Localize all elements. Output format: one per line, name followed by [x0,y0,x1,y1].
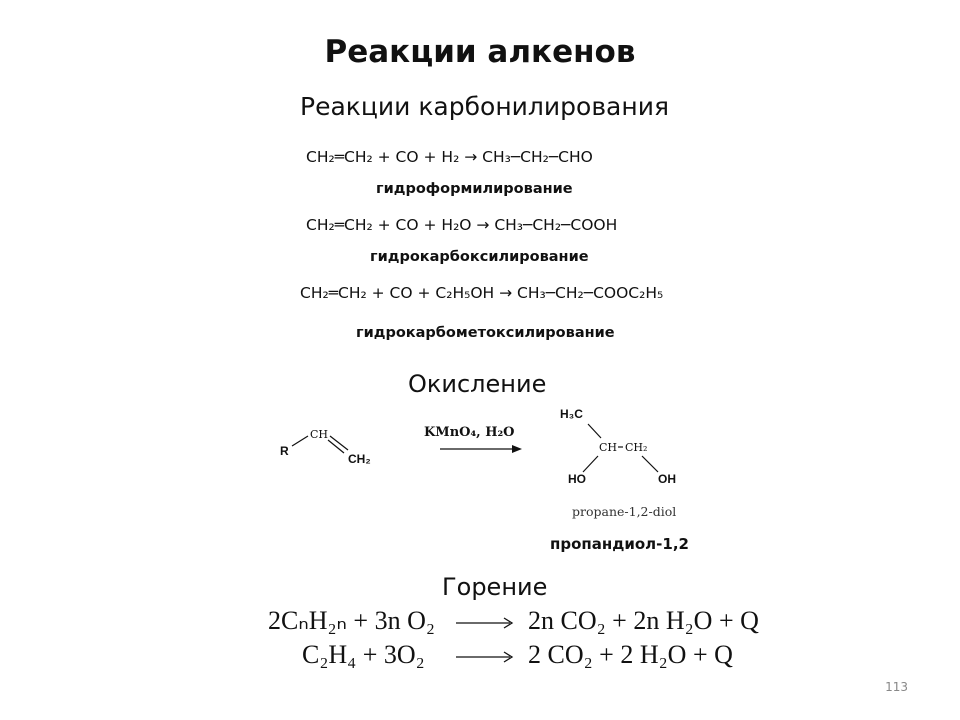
reactant-ch-label: CH [310,428,329,441]
product-oh-label: OH [658,472,676,486]
product-ho-label: HO [568,472,586,486]
reagent-label: KMnO₄, H₂O [424,425,515,440]
oxidation-scheme [270,407,790,520]
slide-title: Реакции алкенов [324,34,636,70]
section-oxidation: Окисление [408,370,547,398]
product-h3c-label: H₃C [560,407,583,421]
section-combustion: Горение [442,573,548,601]
combustion-general-arrow [452,614,518,632]
combustion-ethylene-products: 2 CO₂ + 2 H₂O + Q [528,640,733,669]
reaction-equation-hydrocarboxylation: CH₂═CH₂ + CO + H₂O → CH₃─CH₂─COOH [306,216,618,234]
product-russian-name: пропандиол-1,2 [550,535,689,553]
combustion-ethylene-arrow [452,648,518,666]
product-ch2-label: CH₂ [625,441,648,454]
reactant-r-label: R [280,444,289,458]
reactant-ch2-label: CH₂ [348,452,371,466]
product-ch-label: CH [599,441,618,454]
combustion-general-products: 2n CO₂ + 2n H₂O + Q [528,606,759,635]
reaction-caption-hydrocarboxylation: гидрокарбоксилирование [370,249,589,265]
reaction-caption-hydroformylation: гидроформилирование [376,181,573,197]
combustion-ethylene-reactants: C₂H₄ + 3O₂ [302,640,425,669]
combustion-general-reactants: 2CₙH₂ₙ + 3n O₂ [268,606,435,635]
reaction-equation-hydrocarbomethoxylation: CH₂═CH₂ + CO + C₂H₅OH → CH₃─CH₂─COOC₂H₅ [300,284,664,302]
section-carbonylation: Реакции карбонилирования [300,92,670,121]
product-english-name: propane-1,2-diol [572,504,677,519]
page-number: 113 [885,680,908,694]
reaction-equation-hydroformylation: CH₂═CH₂ + CO + H₂ → CH₃─CH₂─CHO [306,148,593,166]
reaction-caption-hydrocarbomethoxylation: гидрокарбометоксилирование [356,325,615,341]
